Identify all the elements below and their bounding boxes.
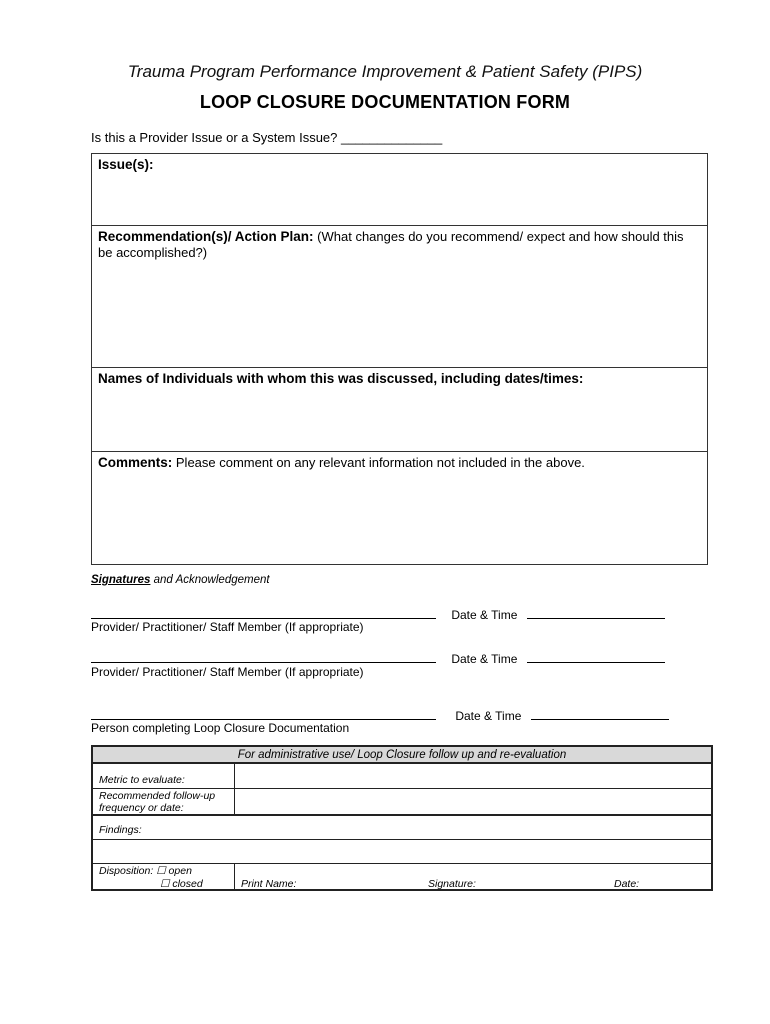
comments-hint: Please comment on any relevant information not included in the above. [175, 455, 585, 470]
metric-label: Metric to evaluate: [93, 764, 235, 788]
followup-label-line-2: frequency or date: [99, 802, 184, 814]
signature-blank-3[interactable] [91, 707, 436, 720]
closed-label: closed [172, 878, 203, 890]
issues-label: Issue(s): [98, 157, 154, 172]
print-name-label: Print Name: [241, 878, 297, 890]
person-completing-caption: Person completing Loop Closure Documentation [91, 721, 350, 735]
provider-caption-2: Provider/ Practitioner/ Staff Member (If appropriate) [91, 665, 364, 679]
provider-caption-1: Provider/ Practitioner/ Staff Member (If appropriate) [91, 620, 364, 634]
comments-label: Comments: [98, 455, 173, 470]
disposition-label: Disposition: [99, 865, 154, 877]
date-time-label-1: Date & Time [451, 608, 518, 622]
findings-label: Findings: [99, 824, 142, 836]
recommendation-section[interactable] [92, 225, 707, 367]
closed-checkbox[interactable]: ☐ [160, 878, 170, 890]
signature-label: Signature: [428, 878, 476, 890]
open-label: open [168, 865, 192, 877]
findings-field[interactable] [93, 840, 711, 864]
signatures-heading [91, 574, 270, 586]
followup-label [93, 789, 235, 814]
date-time-blank-2[interactable] [527, 650, 665, 663]
date-time-label-3: Date & Time [455, 709, 522, 723]
date-label: Date: [614, 878, 640, 890]
disposition-cell [93, 864, 235, 891]
admin-followup-table [91, 745, 713, 891]
disposition-row [93, 864, 711, 891]
form-title: LOOP CLOSURE DOCUMENTATION FORM [199, 92, 571, 112]
disposition-sign-area[interactable] [235, 864, 711, 891]
admin-table-header: For administrative use/ Loop Closure follow up and re-evaluation [93, 747, 711, 764]
metric-row [93, 764, 711, 789]
comments-section[interactable] [92, 451, 707, 564]
disposition-open-line [99, 865, 228, 878]
date-time-blank-1[interactable] [527, 606, 665, 619]
signature-blank-1[interactable] [91, 606, 436, 619]
date-time-label-2: Date & Time [451, 652, 518, 666]
date-time-blank-3[interactable] [531, 707, 669, 720]
followup-row [93, 789, 711, 816]
signatures-heading-bold: Signatures [91, 574, 151, 586]
signatures-heading-rest: and Acknowledgement [153, 574, 270, 586]
followup-label-line-1: Recommended follow-up [99, 790, 216, 802]
open-checkbox[interactable]: ☐ [156, 865, 166, 877]
metric-field[interactable] [235, 764, 711, 788]
issue-type-question[interactable]: Is this a Provider Issue or a System Issue? ______________ [91, 130, 443, 145]
program-title: Trauma Program Performance Improvement & Patient Safety (PIPS) [127, 62, 643, 81]
discussed-with-label: Names of Individuals with whom this was discussed, including dates/times: [98, 371, 584, 386]
discussed-with-section[interactable] [92, 367, 707, 451]
documentation-box [91, 153, 708, 565]
signature-line-2[interactable] [91, 650, 665, 666]
issues-section[interactable] [92, 154, 707, 225]
signature-blank-2[interactable] [91, 650, 436, 663]
recommendation-hint: (What changes do you recommend/ expect and how should this be accomplished?) [98, 229, 684, 260]
recommendation-label: Recommendation(s)/ Action Plan: [98, 229, 314, 244]
disposition-closed-line [99, 878, 228, 891]
followup-field[interactable] [235, 789, 711, 814]
findings-row[interactable] [93, 816, 711, 840]
